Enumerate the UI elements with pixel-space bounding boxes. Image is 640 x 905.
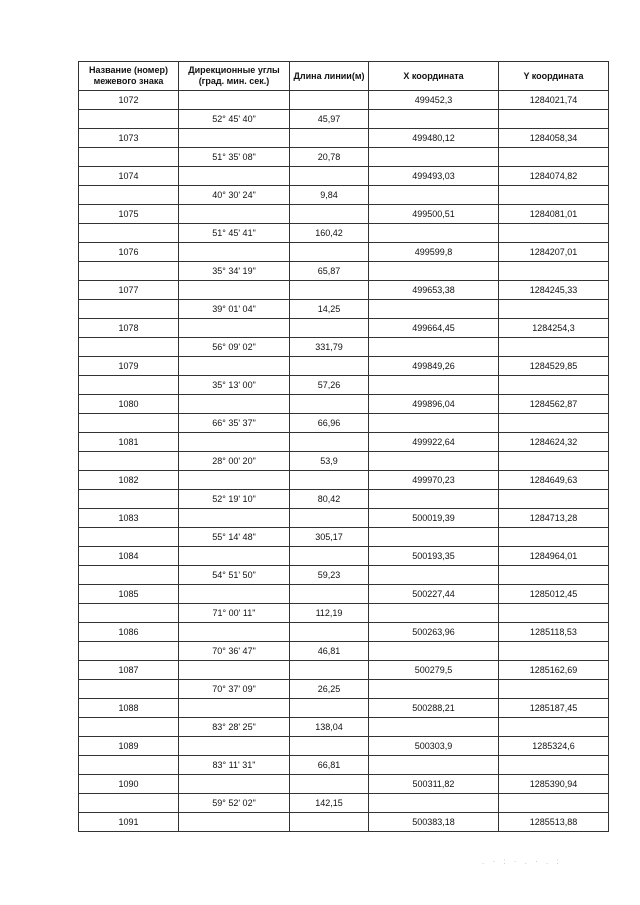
x-coordinate: 499849,26 [369,357,499,376]
line-length: 20,78 [290,148,369,167]
x-coordinate: 500311,82 [369,775,499,794]
empty-cell [79,452,179,471]
mark-number: 1077 [79,281,179,300]
table-row-segment [79,110,609,129]
empty-cell [179,509,290,528]
table-row-point [79,547,609,566]
mark-number: 1080 [79,395,179,414]
table-row-point [79,471,609,490]
empty-cell [369,452,499,471]
table-row-point [79,357,609,376]
empty-cell [499,642,609,661]
direction-angle: 51° 35' 08" [179,148,290,167]
empty-cell [179,205,290,224]
line-length: 305,17 [290,528,369,547]
empty-cell [499,528,609,547]
boundary-coordinates-table [78,61,609,832]
y-coordinate: 1285162,69 [499,661,609,680]
empty-cell [179,585,290,604]
table-row-segment [79,604,609,623]
empty-cell [369,148,499,167]
empty-cell [369,338,499,357]
empty-cell [499,376,609,395]
empty-cell [179,661,290,680]
x-coordinate: 500288,21 [369,699,499,718]
empty-cell [499,794,609,813]
line-length: 66,96 [290,414,369,433]
table-row-point [79,433,609,452]
empty-cell [369,566,499,585]
y-coordinate: 1284245,33 [499,281,609,300]
table-row-segment [79,262,609,281]
empty-cell [79,528,179,547]
y-coordinate: 1285187,45 [499,699,609,718]
empty-cell [499,604,609,623]
empty-cell [179,395,290,414]
empty-cell [369,376,499,395]
table-row-segment [79,642,609,661]
line-length: 26,25 [290,680,369,699]
empty-cell [499,756,609,775]
table-row-point [79,775,609,794]
y-coordinate: 1284624,32 [499,433,609,452]
empty-cell [369,300,499,319]
empty-cell [290,775,369,794]
table-row-point [79,661,609,680]
direction-angle: 52° 19' 10" [179,490,290,509]
x-coordinate: 499599,8 [369,243,499,262]
y-coordinate: 1284562,87 [499,395,609,414]
empty-cell [290,737,369,756]
empty-cell [290,509,369,528]
empty-cell [369,110,499,129]
x-coordinate: 500227,44 [369,585,499,604]
empty-cell [499,300,609,319]
line-length: 112,19 [290,604,369,623]
table-row-segment [79,338,609,357]
table-row-segment [79,566,609,585]
table-row-point [79,129,609,148]
table-row-segment [79,718,609,737]
x-coordinate: 500193,35 [369,547,499,566]
table-row-point [79,699,609,718]
empty-cell [179,91,290,110]
table-row-segment [79,300,609,319]
table-row-point [79,243,609,262]
mark-number: 1074 [79,167,179,186]
table-row-point [79,395,609,414]
table-body [79,91,609,832]
empty-cell [290,623,369,642]
empty-cell [290,91,369,110]
empty-cell [499,452,609,471]
empty-cell [499,338,609,357]
line-length: 46,81 [290,642,369,661]
header-y: Y координата [499,62,609,91]
direction-angle: 35° 34' 19" [179,262,290,281]
y-coordinate: 1285118,53 [499,623,609,642]
table-row-point [79,737,609,756]
direction-angle: 52° 45' 40" [179,110,290,129]
line-length: 66,81 [290,756,369,775]
header-mark: Название (номер) межевого знака [79,62,179,91]
empty-cell [369,528,499,547]
y-coordinate: 1284021,74 [499,91,609,110]
empty-cell [369,756,499,775]
empty-cell [290,471,369,490]
scan-artifact: . · : · . · . : [482,857,562,866]
header-angle: Дирекционные углы (град. мин. сек.) [179,62,290,91]
mark-number: 1089 [79,737,179,756]
mark-number: 1087 [79,661,179,680]
empty-cell [179,623,290,642]
empty-cell [369,718,499,737]
direction-angle: 71° 00' 11" [179,604,290,623]
empty-cell [290,281,369,300]
empty-cell [499,490,609,509]
empty-cell [369,186,499,205]
table-row-point [79,167,609,186]
line-length: 53,9 [290,452,369,471]
empty-cell [79,794,179,813]
empty-cell [290,433,369,452]
empty-cell [499,414,609,433]
empty-cell [499,718,609,737]
table-row-segment [79,414,609,433]
table-row-point [79,205,609,224]
direction-angle: 39° 01' 04" [179,300,290,319]
empty-cell [290,205,369,224]
y-coordinate: 1285390,94 [499,775,609,794]
mark-number: 1082 [79,471,179,490]
table-row-point [79,585,609,604]
direction-angle: 54° 51' 50" [179,566,290,585]
x-coordinate: 499896,04 [369,395,499,414]
table-row-segment [79,794,609,813]
y-coordinate: 1285513,88 [499,813,609,832]
line-length: 160,42 [290,224,369,243]
empty-cell [290,129,369,148]
line-length: 45,97 [290,110,369,129]
table-row-segment [79,376,609,395]
mark-number: 1078 [79,319,179,338]
mark-number: 1090 [79,775,179,794]
empty-cell [179,737,290,756]
table-row-segment [79,756,609,775]
line-length: 57,26 [290,376,369,395]
direction-angle: 40° 30' 24" [179,186,290,205]
table-row-segment [79,452,609,471]
mark-number: 1075 [79,205,179,224]
y-coordinate: 1284713,28 [499,509,609,528]
empty-cell [179,357,290,376]
y-coordinate: 1284081,01 [499,205,609,224]
empty-cell [369,604,499,623]
empty-cell [290,395,369,414]
empty-cell [179,167,290,186]
mark-number: 1088 [79,699,179,718]
direction-angle: 55° 14' 48" [179,528,290,547]
x-coordinate: 499500,51 [369,205,499,224]
empty-cell [179,433,290,452]
empty-cell [79,376,179,395]
empty-cell [179,243,290,262]
x-coordinate: 500019,39 [369,509,499,528]
x-coordinate: 499653,38 [369,281,499,300]
x-coordinate: 499922,64 [369,433,499,452]
y-coordinate: 1284058,34 [499,129,609,148]
table-row-segment [79,490,609,509]
empty-cell [499,566,609,585]
empty-cell [179,319,290,338]
empty-cell [369,794,499,813]
empty-cell [369,642,499,661]
mark-number: 1084 [79,547,179,566]
empty-cell [290,547,369,566]
header-row [79,62,609,91]
x-coordinate: 499970,23 [369,471,499,490]
table-row-segment [79,528,609,547]
direction-angle: 83° 28' 25" [179,718,290,737]
line-length: 9,84 [290,186,369,205]
direction-angle: 56° 09' 02" [179,338,290,357]
empty-cell [369,680,499,699]
empty-cell [499,186,609,205]
y-coordinate: 1285324,6 [499,737,609,756]
line-length: 138,04 [290,718,369,737]
empty-cell [79,566,179,585]
x-coordinate: 500383,18 [369,813,499,832]
direction-angle: 28° 00' 20" [179,452,290,471]
empty-cell [179,471,290,490]
direction-angle: 70° 36' 47" [179,642,290,661]
empty-cell [79,300,179,319]
y-coordinate: 1284254,3 [499,319,609,338]
line-length: 65,87 [290,262,369,281]
empty-cell [290,585,369,604]
empty-cell [179,129,290,148]
empty-cell [290,661,369,680]
empty-cell [369,490,499,509]
x-coordinate: 499480,12 [369,129,499,148]
empty-cell [79,490,179,509]
line-length: 331,79 [290,338,369,357]
direction-angle: 35° 13' 00" [179,376,290,395]
mark-number: 1083 [79,509,179,528]
table-row-segment [79,186,609,205]
empty-cell [79,414,179,433]
empty-cell [369,262,499,281]
empty-cell [179,699,290,718]
empty-cell [79,756,179,775]
mark-number: 1079 [79,357,179,376]
mark-number: 1091 [79,813,179,832]
y-coordinate: 1284649,63 [499,471,609,490]
table-row-point [79,319,609,338]
empty-cell [79,224,179,243]
mark-number: 1081 [79,433,179,452]
line-length: 14,25 [290,300,369,319]
x-coordinate: 499664,45 [369,319,499,338]
empty-cell [79,680,179,699]
empty-cell [369,224,499,243]
empty-cell [499,262,609,281]
empty-cell [79,718,179,737]
table-row-point [79,813,609,832]
empty-cell [369,414,499,433]
empty-cell [79,110,179,129]
empty-cell [290,167,369,186]
y-coordinate: 1284074,82 [499,167,609,186]
table-row-segment [79,680,609,699]
x-coordinate: 500279,5 [369,661,499,680]
table-row-segment [79,224,609,243]
empty-cell [499,224,609,243]
table-row-point [79,509,609,528]
empty-cell [290,813,369,832]
x-coordinate: 499452,3 [369,91,499,110]
y-coordinate: 1285012,45 [499,585,609,604]
line-length: 142,15 [290,794,369,813]
y-coordinate: 1284529,85 [499,357,609,376]
direction-angle: 51° 45' 41" [179,224,290,243]
x-coordinate: 500303,9 [369,737,499,756]
empty-cell [179,775,290,794]
header-length: Длина линии(м) [290,62,369,91]
empty-cell [290,243,369,262]
table-row-segment [79,148,609,167]
mark-number: 1085 [79,585,179,604]
table-row-point [79,281,609,300]
empty-cell [179,547,290,566]
mark-number: 1073 [79,129,179,148]
empty-cell [290,699,369,718]
empty-cell [79,186,179,205]
mark-number: 1086 [79,623,179,642]
mark-number: 1072 [79,91,179,110]
empty-cell [499,148,609,167]
line-length: 80,42 [290,490,369,509]
empty-cell [499,110,609,129]
empty-cell [79,262,179,281]
empty-cell [79,338,179,357]
empty-cell [179,281,290,300]
header-x: X координата [369,62,499,91]
y-coordinate: 1284207,01 [499,243,609,262]
empty-cell [499,680,609,699]
direction-angle: 66° 35' 37" [179,414,290,433]
mark-number: 1076 [79,243,179,262]
direction-angle: 59° 52' 02" [179,794,290,813]
y-coordinate: 1284964,01 [499,547,609,566]
empty-cell [179,813,290,832]
empty-cell [79,642,179,661]
x-coordinate: 500263,96 [369,623,499,642]
direction-angle: 83° 11' 31" [179,756,290,775]
empty-cell [290,357,369,376]
direction-angle: 70° 37' 09" [179,680,290,699]
table-row-point [79,91,609,110]
empty-cell [290,319,369,338]
empty-cell [79,604,179,623]
empty-cell [79,148,179,167]
line-length: 59,23 [290,566,369,585]
table-row-point [79,623,609,642]
x-coordinate: 499493,03 [369,167,499,186]
